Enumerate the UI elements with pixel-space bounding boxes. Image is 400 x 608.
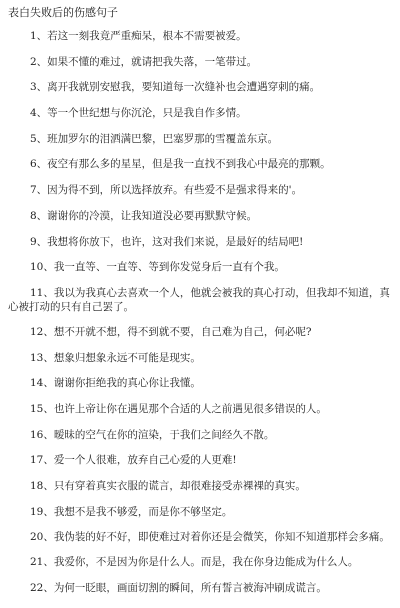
list-item: 14、谢谢你拒绝我的真心你让我懂。 xyxy=(30,377,201,390)
list-item: 17、爱一个人很难，放弃自己心爱的人更难! xyxy=(30,454,237,467)
list-item: 21、我爱你，不是因为你是什么人。而是，我在你身边能成为什么人。 xyxy=(30,556,359,569)
list-item: 4、等一个世纪想与你沉沦，只是我自作多情。 xyxy=(30,107,247,120)
list-item: 20、我伪装的好不好，即使难过对着你还是会微笑，你知不知道那样会多痛。 xyxy=(30,531,390,544)
list-item: 11、我以为我真心去喜欢一个人，他就会被我的真心打动，但我却不知道，真心被打动的只有自己罢了。 xyxy=(8,286,390,313)
sentence-list xyxy=(8,29,392,595)
list-item: 13、想象归想象永远不可能是现实。 xyxy=(30,351,201,364)
list-item: 15、也许上帝让你在遇见那个合适的人之前遇见很多错误的人。 xyxy=(30,402,327,415)
list-item: 10、我一直等、一直等、等到你发觉身后一直有个我。 xyxy=(30,261,285,274)
list-item: 3、离开我就别安慰我，要知道每一次缝补也会遭遇穿刺的痛。 xyxy=(30,81,321,94)
list-item: 6、夜空有那么多的星星，但是我一直找不到我心中最亮的那颗。 xyxy=(30,158,331,171)
list-item: 18、只有穿着真实衣服的谎言，却很难接受赤裸裸的真实。 xyxy=(30,480,306,492)
list-item: 1、若这一刻我竟严重痴呆，根本不需要被爱。 xyxy=(30,30,247,42)
list-item: 12、想不开就不想，得不到就不要，自己难为自己，何必呢? xyxy=(30,325,312,338)
list-item: 9、我想将你放下，也许，这对我们来说，是最好的结局吧! xyxy=(30,235,304,248)
list-item: 5、班加罗尔的泪洒满巴黎，巴塞罗那的雪覆盖东京。 xyxy=(30,132,279,145)
document-title: 表白失败后的伤感句子 xyxy=(8,6,118,19)
list-item: 8、谢谢你的冷漠，让我知道没必要再默默守候。 xyxy=(30,209,258,222)
list-item: 22、为何一眨眼，画面切割的瞬间，所有誓言被海冲刷成谎言。 xyxy=(30,582,327,595)
list-item: 16、暧昧的空气在你的渲染，于我们之间经久不散。 xyxy=(30,428,275,441)
list-item: 7、因为得不到，所以选择放弃。有些爱不是强求得来的'。 xyxy=(30,184,303,197)
list-item: 2、如果不懂的难过，就请把我失落，一笔带过。 xyxy=(30,55,258,68)
list-item: 19、我想不是我不够爱，而是你不够坚定。 xyxy=(30,505,233,518)
